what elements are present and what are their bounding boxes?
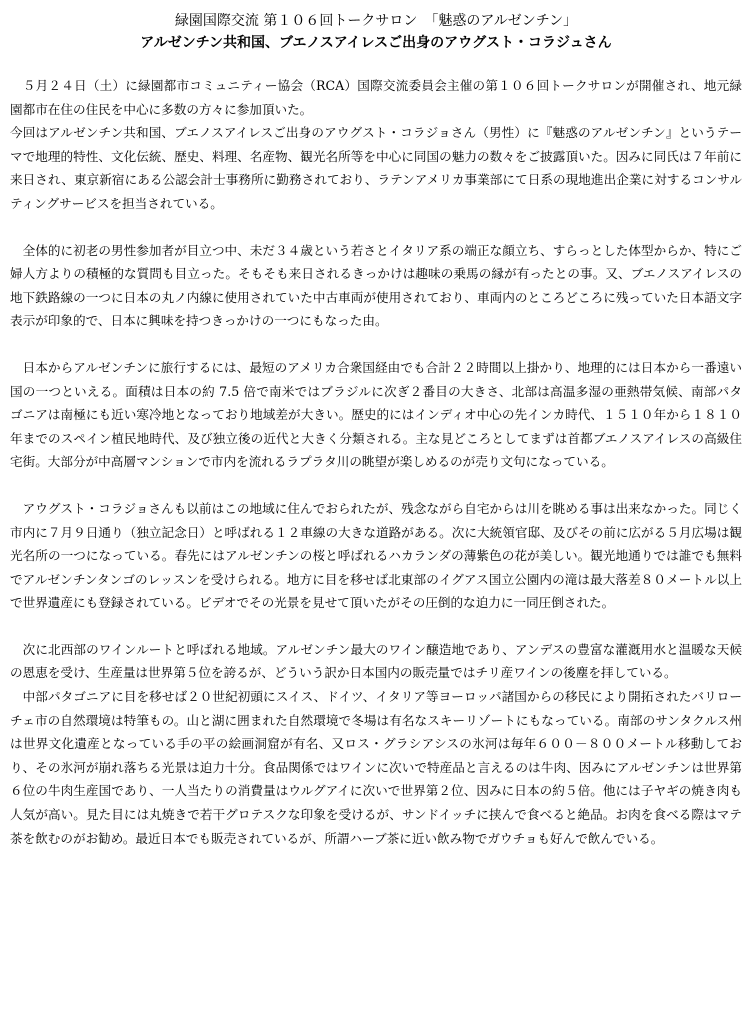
- paragraph-geography-history: 日本からアルゼンチンに旅行するには、最短のアメリカ合衆国経由でも合計２２時間以上掛かり、地理的には日本から一番遠い国の一つといえる。面積は日本の約 7.5 倍で南米ではブラジルに次ぎ２番目の大きさ、北部は高温多湿の亜熱帯気候、南部パタゴニアは南極にも近い寒冷地となっており地域差が大きい。歴史的にはインディオ中心の先インカ時代、１５１０年から１８１０年までのスペイン植民地時代、及び独立後の近代と大きく分類される。主な見どころとしてまずは首都ブエノスアイレスの高級住宅街。大部分が中高層マンションで市内を流れるラプラタ川の眺望が楽しめるのが売り文句になっている。: [10, 359, 742, 470]
- paragraph-speaker-background: 全体的に初老の男性参加者が目立つ中、未だ３４歳という若さとイタリア系の端正な顔立ち、すらっとした体型からか、特にご婦人方よりの積極的な質問も目立った。そもそも来日されるきっかけは趣味の乗馬の縁が有ったとの事。又、ブエノスアイレスの地下鉄路線の一つに日本の丸ノ内線に使用されていた中古車両が使用されており、車両内のところどころに残っていた日本語文字表示が印象的で、日本に興味を持つきっかけの一つにもなった由。: [10, 242, 742, 329]
- paragraph-speaker-intro: 今回はアルゼンチン共和国、ブエノスアイレスご出身のアウグスト・コラジョさん（男性）に『魅惑のアルゼンチン』というテーマで地理的特性、文化伝統、歴史、料理、名産物、観光名所等を中心に同国の魅力の数々をご披露頂いた。因みに同氏は７年前に来日され、東京新宿にある公認会計士事務所に勤務されており、ラテンアメリカ事業部にて日系の現地進出企業に対するコンサルティングサービスを担当されている。: [10, 125, 742, 211]
- paragraph-spacer: [10, 615, 742, 638]
- paragraph-event-intro: ５月２４日（土）に緑園都市コミュニティー協会（RCA）国際交流委員会主催の第１０６回トークサロンが開催され、地元緑園都市在住の住民を中心に多数の方々に参加頂いた。: [10, 78, 742, 117]
- paragraph-wine-route: 次に北西部のワインルートと呼ばれる地域。アルゼンチン最大のワイン醸造地であり、アンデスの豊富な灌漑用水と温暖な天候の恩恵を受け、生産量は世界第５位を誇るが、どういう訳か日本国内の販売量ではチリ産ワインの後塵を拝している。: [10, 641, 742, 681]
- document-subtitle: アルゼンチン共和国、ブエノスアイレスご出身のアウグスト・コラジュさん: [140, 35, 612, 51]
- paragraph-sightseeing: アウグスト・コラジョさんも以前はこの地域に住んでおられたが、残念ながら自宅からは川を眺める事は出来なかった。同じく市内に７月９日通り（独立記念日）と呼ばれる１２車線の大きな道路がある。次に大統領官邸、及びその前に広がる５月広場は観光名所の一つになっている。春先にはアルゼンチンの桜と呼ばれるハカランダの薄紫色の花が美しい。観光地通りでは誰でも無料でアルゼンチンタンゴのレッスンを受けられる。地方に目を移せば北東部のイグアス国立公園内の滝は最大落差８０メートル以上で世界遺産にも登録されている。ビデオでその光景を見せて頂いたがその圧倒的な迫力に一同圧倒された。: [10, 500, 742, 611]
- paragraph-spacer: [10, 474, 742, 497]
- paragraph-spacer: [10, 216, 742, 239]
- paragraph-patagonia-food: 中部パタゴニアに目を移せば２０世紀初頭にスイス、ドイツ、イタリア等ヨーロッパ諸国からの移民により開拓されたバリローチェ市の自然環境は特筆もの。山と湖に囲まれた自然環境で冬場は有名なスキーリゾートにもなっている。南部のサンタクルス州は世界文化遺産となっている手の平の絵画洞窟が有名、又ロス・グラシアシスの氷河は毎年６００－８００メートル移動しており、その氷河が崩れ落ちる光景は迫力十分。食品関係ではワインに次いで特産品と言えるのは牛肉、因みにアルゼンチンは世界第６位の牛肉生産国であり、一人当たりの消費量はウルグアイに次いで世界第２位、因みに日本の約５倍。他には子ヤギの焼き肉も人気が高い。見た目には丸焼きで若干グロテスクな印象を受けるが、サンドイッチに挟んで食べると絶品。お肉を食べる際はマテ茶を飲むのがお勧め。最近日本でも販売されているが、所謂ハーブ茶に近い飲み物でガウチョも好んで飲んでいる。: [10, 689, 742, 846]
- paragraph-spacer: [10, 333, 742, 356]
- document-title: 緑園国際交流 第１０６回トークサロン 「魅惑のアルゼンチン」: [174, 13, 578, 29]
